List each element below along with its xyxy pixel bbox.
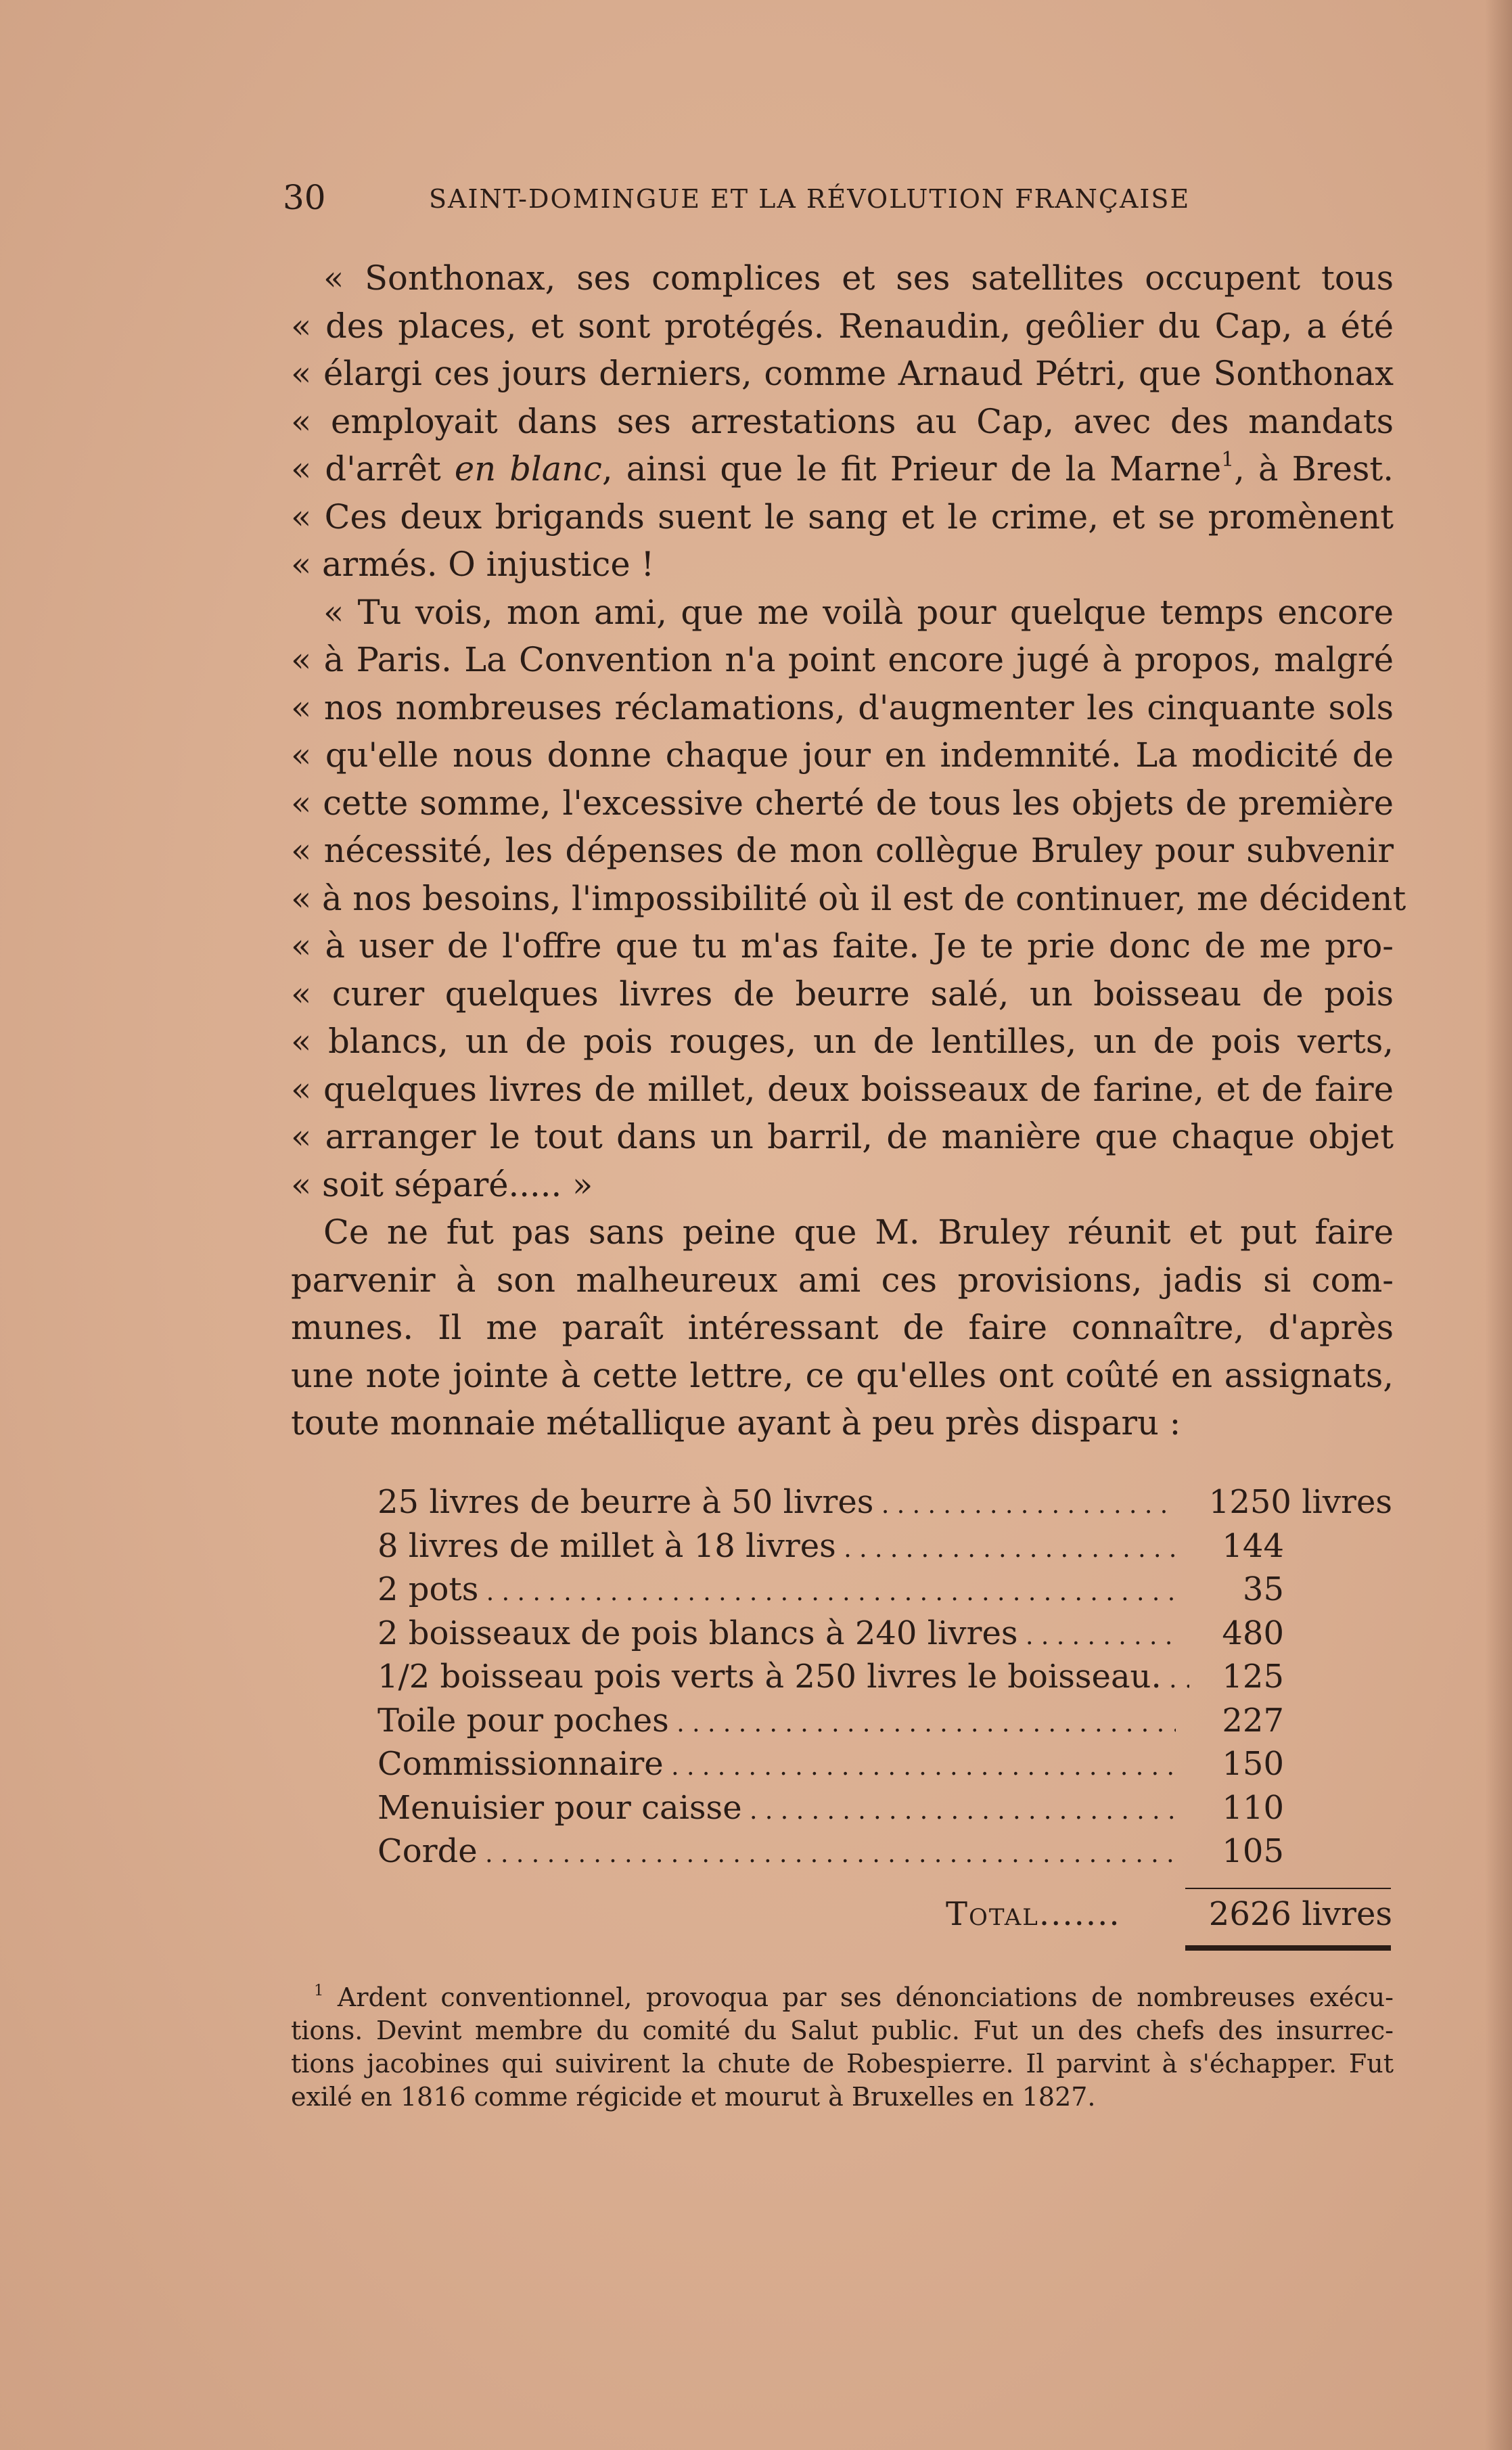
total-label: Total....... [946,1895,1121,1933]
text-line: « blancs, un de pois rouges, un de lentilles, un de pois verts, [291,1022,1394,1061]
total-value: 2626 livres [1208,1895,1392,1933]
text-line: « cette somme, l'excessive cherté de tous les objets de première [291,783,1394,823]
text-line: « soit séparé..... » [291,1164,593,1204]
ledger-row [377,1655,1392,1699]
ledger-amount: 144 [1222,1526,1284,1565]
text-line: « armés. O injustice ! [291,545,655,584]
text-line: une note jointe à cette lettre, ce qu'elles ont coûté en assignats, [291,1355,1394,1395]
ledger-label: Menuisier pour caisse . . . [377,1786,1176,1834]
text-line: « quelques livres de millet, deux boisseaux de farine, et de faire [291,1069,1394,1109]
ledger-row [377,1830,1392,1874]
footnote-text: Ardent conventionnel, provoqua par ses dénonciations de nombreuses exécu- [337,1982,1394,2012]
ledger-label: 2 boisseaux de pois blancs à 240 livres . . . [377,1612,1176,1659]
expense-ledger [377,1480,1392,1874]
text-line: « à Paris. La Convention n'a point encore jugé à propos, malgré [291,640,1394,679]
ledger-row [377,1480,1392,1524]
ledger-row [377,1524,1392,1568]
text-line: « nos nombreuses réclamations, d'augmenter les cinquante sols [291,687,1394,727]
footnote-line: tions jacobines qui suivirent la chute de Robespierre. Il parvint à s'échapper. Fut [291,2049,1394,2079]
total-rule [1185,1888,1391,1889]
ledger-label: 25 livres de beurre à 50 livres . . . [377,1480,1176,1528]
ledger-amount: 480 [1222,1614,1284,1652]
footnote [291,1981,1394,2114]
page-header [283,177,1230,218]
ledger-row [377,1568,1392,1612]
ledger-amount: 35 [1242,1570,1284,1608]
ledger-amount: 125 [1222,1658,1284,1696]
body-text [291,254,1406,1447]
ledger-amount: 110 [1222,1788,1284,1827]
ledger-total [377,1892,1392,1936]
ledger-row [377,1612,1392,1656]
ledger-amount: 150 [1222,1745,1284,1783]
text-line: « Sonthonax, ses complices et ses satellites occupent tous [323,258,1394,298]
text-line: parvenir à son malheureux ami ces provisions, jadis si com- [291,1260,1394,1300]
text-line: « qu'elle nous donne chaque jour en indemnité. La modicité de [291,735,1394,775]
page-number: 30 [283,178,326,217]
text-line: « arranger le tout dans un barril, de manière que chaque objet [291,1117,1394,1156]
text-line: « employait dans ses arrestations au Cap, avec des mandats [291,401,1394,441]
page-edge-shadow [1485,0,1512,2450]
ledger-row [377,1699,1392,1743]
text-line: « nécessité, les dépenses de mon collègue Bruley pour subvenir [291,831,1394,870]
text-line: « à user de l'offre que tu m'as faite. Je te prie donc de me pro- [291,926,1394,966]
footnote-line [291,1981,1394,2014]
text-line: « Tu vois, mon ami, que me voilà pour quelque temps encore [323,592,1394,632]
ledger-label: Commissionnaire . . . [377,1742,1176,1790]
text-line: munes. Il me paraît intéressant de faire connaître, d'après [291,1308,1394,1347]
ledger-row [377,1742,1392,1786]
running-title: SAINT-DOMINGUE ET LA RÉVOLUTION FRANÇAISE [429,184,1191,214]
ledger-amount: 227 [1222,1701,1284,1740]
ledger-label: Toile pour poches . . . [377,1699,1176,1746]
text-line: « Ces deux brigands suent le sang et le crime, et se promènent [291,497,1394,537]
footnote-line: tions. Devint membre du comité du Salut public. Fut un des chefs des insurrec- [291,2016,1394,2045]
ledger-label: 8 livres de millet à 18 livres . . . [377,1524,1176,1572]
ledger-amount: 1250 livres [1208,1483,1392,1521]
text-line: « curer quelques livres de beurre salé, un boisseau de pois [291,974,1394,1014]
footnote-reference: 1 [1221,448,1235,472]
total-double-rule [1185,1945,1391,1951]
ledger-amount: 105 [1222,1832,1284,1870]
ledger-label: Corde . . . [377,1830,1176,1877]
arret-middle: , ainsi que le fit Prieur de la Marne [601,449,1222,489]
text-line: « à nos besoins, l'impossibilité où il est de continuer, me décident [291,878,1406,918]
ledger-label: 1/2 boisseau pois verts à 250 livres le boisseau. . . . [377,1655,1189,1702]
text-line: toute monnaie métallique ayant à peu près disparu : [291,1403,1181,1443]
text-line-arret [291,445,1394,493]
ledger-label: 2 pots . . . [377,1568,1176,1615]
footnote-line: exilé en 1816 comme régicide et mourut à Bruxelles en 1827. [291,2082,1096,2112]
arret-before: « d'arrêt [291,449,441,489]
arret-italic: en blanc [454,449,602,489]
text-line: Ce ne fut pas sans peine que M. Bruley réunit et put faire [323,1212,1394,1252]
text-line: « élargi ces jours derniers, comme Arnaud Pétri, que Sonthonax [291,354,1394,393]
arret-after: , à Brest. [1234,449,1394,489]
text-line: « des places, et sont protégés. Renaudin, geôlier du Cap, a été [291,306,1394,346]
footnote-marker: 1 [314,1982,324,2000]
ledger-row [377,1786,1392,1830]
